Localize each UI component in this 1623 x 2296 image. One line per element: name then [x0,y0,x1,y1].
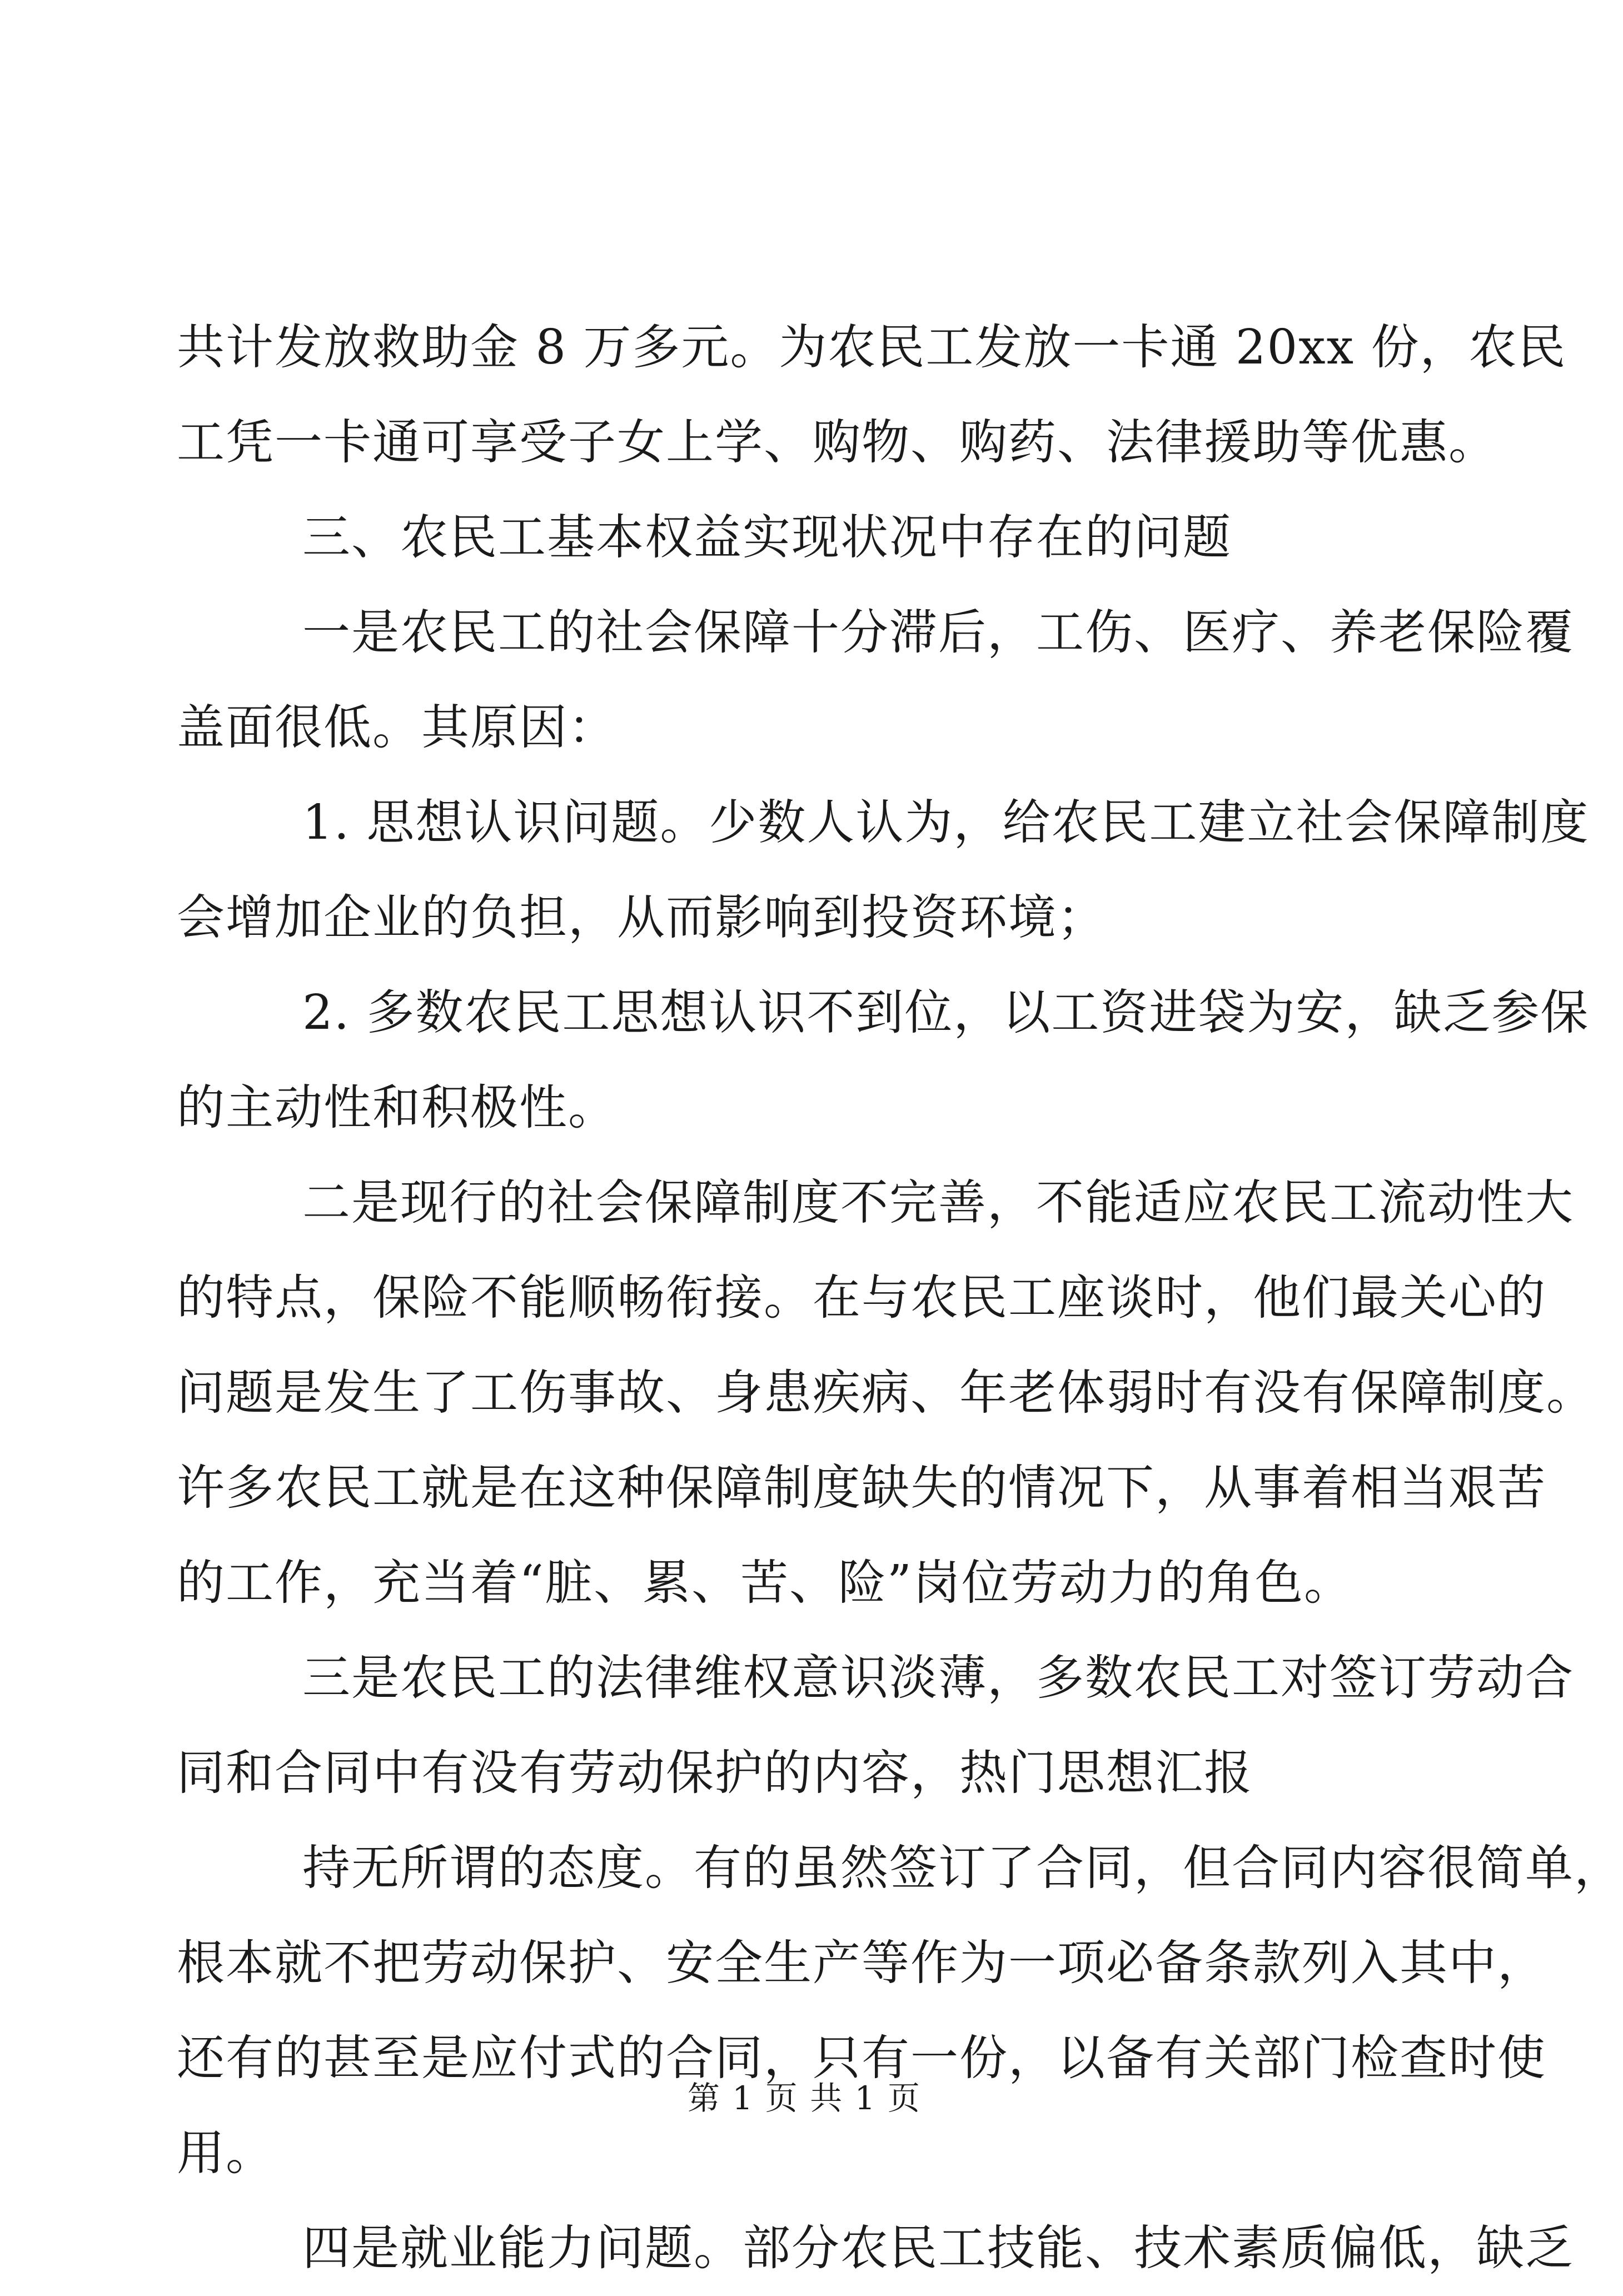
text-line: 许多农民工就是在这种保障制度缺失的情况下，从事着相当艰苦 [177,1460,1546,1516]
text-line: 二是现行的社会保障制度不完善，不能适应农民工流动性大 [302,1175,1574,1231]
page-footer: 第 1 页 共 1 页 [688,2079,921,2117]
section-heading: 三、农民工基本权益实现状况中存在的问题 [302,510,1232,565]
text-line: 会增加企业的负担，从而影响到投资环境； [177,890,1106,945]
text-line: 的特点，保险不能顺畅衔接。在与农民工座谈时，他们最关心的 [177,1270,1546,1326]
text-line: 1. 思想认识问题。少数人认为，给农民工建立社会保障制度 [302,795,1590,850]
text-line: 同和合同中有没有劳动保护的内容，热门思想汇报 [177,1745,1253,1801]
text-line: 工凭一卡通可享受子女上学、购物、购药、法律援助等优惠。 [177,415,1497,470]
text-line: 持无所谓的态度。有的虽然签订了合同，但合同内容很简单， [302,1840,1623,1896]
text-line: 的主动性和积极性。 [177,1080,617,1135]
text-line: 四是就业能力问题。部分农民工技能、技术素质偏低，缺乏 [302,2220,1574,2276]
document-body [177,300,1623,2296]
text-line: 共计发放救助金 8 万多元。为农民工发放一卡通 20xx 份，农民 [177,320,1567,375]
text-line: 根本就不把劳动保护、安全生产等作为一项必备条款列入其中， [177,1935,1546,1991]
text-line: 问题是发生了工伤事故、身患疾病、年老体弱时有没有保障制度。 [177,1365,1595,1421]
text-line: 的工作，充当着“脏、累、苦、险”岗位劳动力的角色。 [177,1555,1353,1611]
text-line: 一是农民工的社会保障十分滞后，工伤、医疗、养老保险覆 [302,605,1574,660]
text-line: 三是农民工的法律维权意识淡薄，多数农民工对签订劳动合 [302,1650,1574,1706]
text-line: 还有的甚至是应付式的合同，只有一份，以备有关部门检查时使 [177,2030,1546,2086]
text-line: 盖面很低。其原因： [177,700,617,755]
text-line: 2. 多数农民工思想认识不到位，以工资进袋为安，缺乏参保 [302,985,1590,1040]
text-line: 用。 [177,2125,275,2181]
